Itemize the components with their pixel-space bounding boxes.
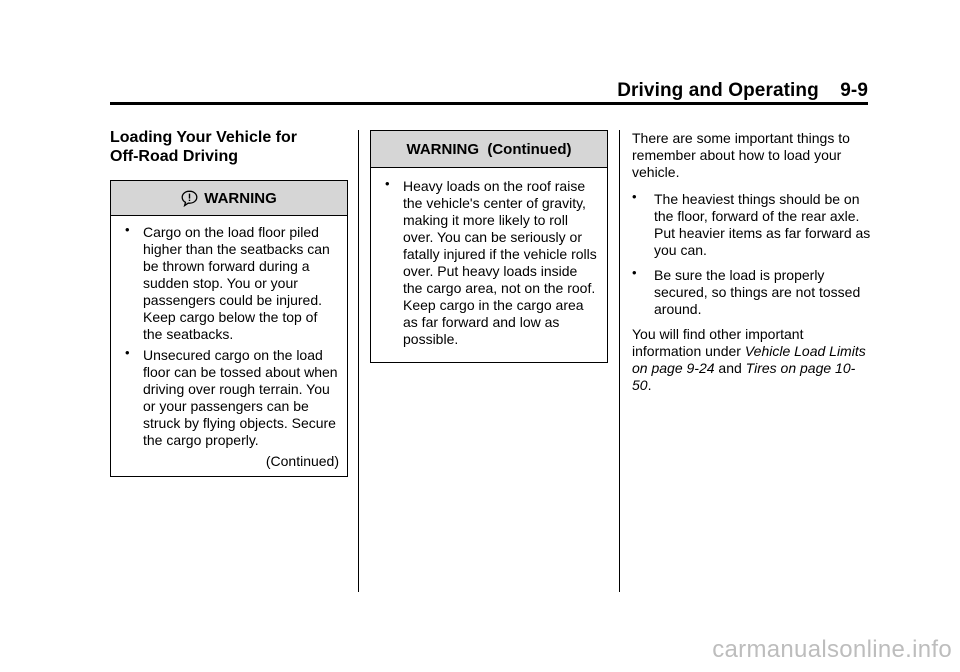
column-divider-2 [619,130,620,592]
reference-text: . [647,377,652,393]
watermark: carmanualsonline.info [712,636,952,663]
warning-bullet: • Heavy loads on the roof raise the vehicle's center of gravity, making it more likely to roll over. You can be seriously or fatally injured if the vehicle rolls over. Put heavy loads inside the cargo area, not on the roof. Keep cargo in the cargo area as far forward and low as possible. [385,178,599,348]
warning-label: WARNING [204,189,277,207]
link-vehicle-load-limits[interactable]: Vehicle Load Limits on page 9-24 [632,343,866,376]
column-divider-1 [358,130,359,592]
column-3 [632,130,872,404]
section-heading [110,128,348,166]
reference-paragraph [632,326,872,394]
column-2 [370,130,608,363]
list-item: • Be sure the load is properly secured, so things are not tossed around. [632,267,872,318]
intro-paragraph: There are some important things to remember about how to load your vehicle. [632,130,850,180]
warning-header [111,181,347,216]
warning-body [111,216,347,476]
warning-bullet: • Cargo on the load floor piled higher than the seatbacks can be thrown forward during a sudden stop. You or your passengers could be injured. Keep cargo below the top of the seatbacks. [125,224,339,343]
warning-box [110,180,348,477]
section-heading-line2: Off-Road Driving [110,148,238,165]
warning-header [371,131,607,168]
section-heading-line1: Loading Your Vehicle for [110,129,297,146]
list-item: • The heaviest things should be on the floor, forward of the rear axle. Put heavier items as far forward as you can. [632,191,872,259]
header-rule [110,102,868,105]
warning-bullet: • Unsecured cargo on the load floor can be tossed about when driving over rough terrain. You or your passengers can be struck by flying objects. Secure the cargo properly. [125,347,339,449]
warning-box-continued [370,130,608,363]
continued-label: (Continued) [265,453,339,469]
warning-speech-bubble-icon [181,190,198,207]
page-header [110,80,868,104]
reference-text: You will find other important information under [632,326,804,359]
warning-label: WARNING (Continued) [406,140,572,158]
column-1 [110,124,348,477]
page-number: 9-9 [840,80,868,101]
reference-text: and [714,360,746,376]
section-title: Driving and Operating [617,80,819,101]
link-tires[interactable]: Tires on page 10-50 [632,360,856,393]
warning-body [371,168,607,362]
